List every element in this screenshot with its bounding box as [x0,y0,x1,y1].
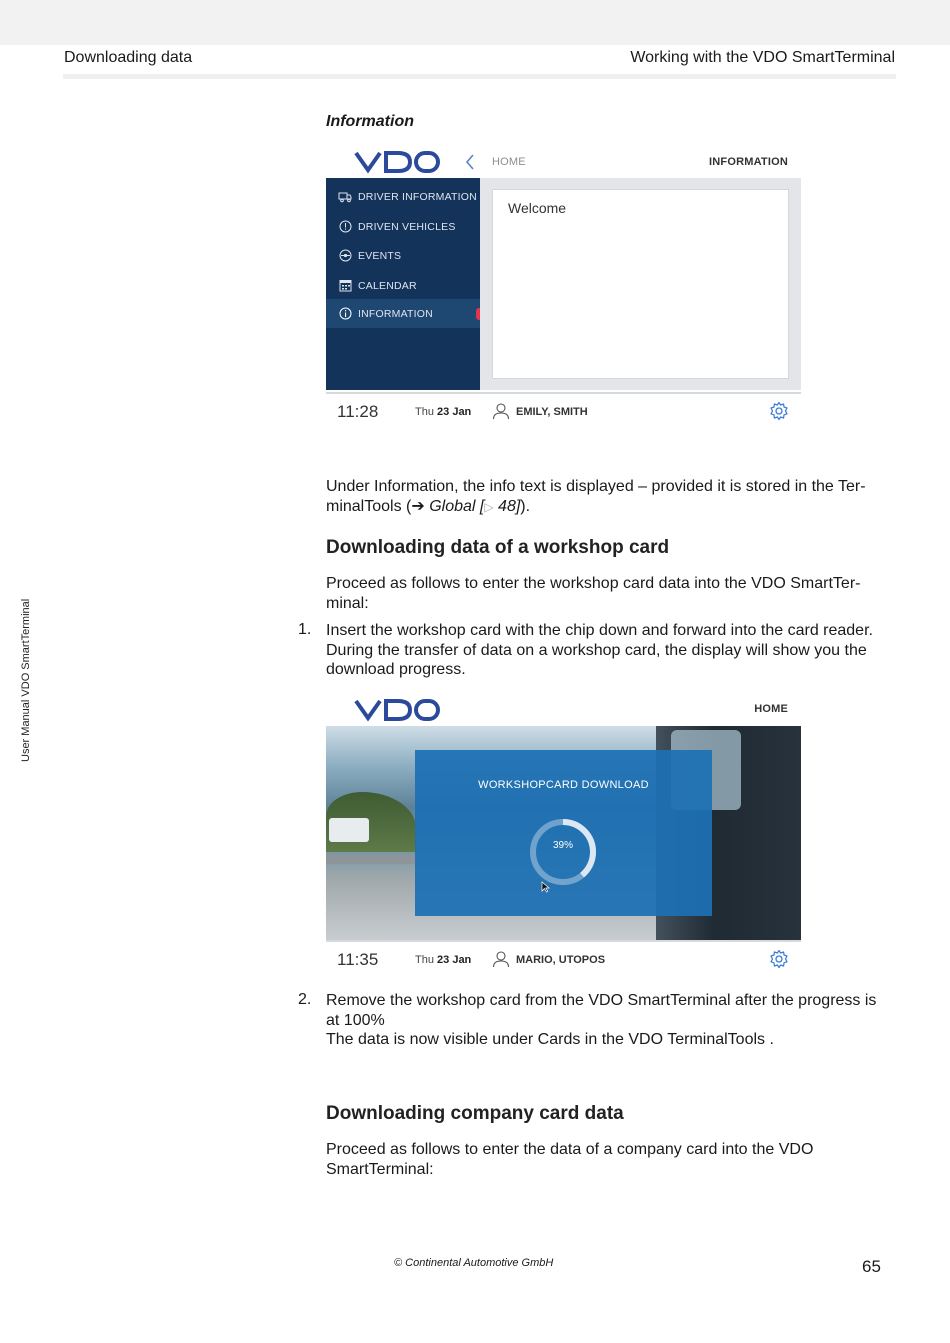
vdo-logo [354,150,442,174]
tanker-truck-shape [329,818,369,842]
current-user: EMILY, SMITH [516,406,588,418]
info-icon [338,307,352,321]
page-number: 65 [862,1257,881,1276]
side-margin-label: User Manual VDO SmartTerminal [20,598,32,762]
text-line: Proceed as follows to enter the data of a company card into the VDO [326,1141,814,1158]
background-photo [326,726,801,940]
text-fragment: ). [520,497,531,515]
screen-title: INFORMATION [709,156,788,168]
info-text-card [492,189,789,379]
text-line: at 100% [326,1011,385,1029]
header-chapter-title: Working with the VDO SmartTerminal [630,49,895,66]
company-intro [326,1140,886,1179]
header-section-title: Downloading data [64,49,193,66]
information-heading: Information [326,113,414,130]
reference-title: Global [ [429,497,485,515]
date-day: Thu [415,406,434,418]
download-progress-panel [415,750,712,916]
sidebar-item-label: CALENDAR [358,279,417,292]
user-icon [492,950,510,968]
workshop-heading: Downloading data of a workshop card [326,537,670,558]
sidebar-item-label: DRIVEN VEHICLES [358,220,456,233]
welcome-text: Welcome [508,200,567,216]
information-screen [326,146,801,430]
page-pointer-icon: ▷ [484,499,494,514]
sidebar-item-calendar[interactable] [326,271,480,300]
text-line: Proceed as follows to enter the workshop card data into the VDO SmartTer- [326,575,861,592]
main-content-area [480,178,801,390]
footer-copyright: © Continental Automotive GmbH [394,1257,554,1269]
breadcrumb-home[interactable]: HOME [754,703,788,715]
gear-icon[interactable] [769,949,789,969]
text-line: minal: [326,594,369,612]
status-bar [326,940,801,976]
panel-title: WORKSHOPCARD DOWNLOAD [478,779,649,791]
sidebar-item-label: EVENTS [358,249,402,262]
step-2-text [326,991,886,1050]
header-rule [63,74,896,79]
workshop-download-screen [326,694,801,978]
top-band [0,0,950,45]
date-day: Thu [415,954,434,966]
events-icon [338,249,352,263]
reference-page: 48] [493,497,521,515]
back-chevron-icon[interactable] [465,154,475,170]
cross-reference-link[interactable] [429,498,520,515]
breadcrumb-home[interactable]: HOME [492,156,526,168]
calendar-icon [338,279,352,293]
progress-percent: 39% [552,840,573,851]
mouse-cursor-icon [541,881,550,893]
step-1-text [326,621,886,680]
text-line [326,497,886,518]
text-line: SmartTerminal: [326,1160,434,1178]
sidebar-item-information[interactable] [326,299,480,328]
user-icon [492,402,510,420]
information-description [326,477,886,517]
workshop-intro [326,574,886,613]
text-line: download progress. [326,661,466,678]
text-fragment: minalTools (➔ [326,497,430,515]
text-line: Remove the workshop card from the VDO SmartTerminal after the progress is [326,992,877,1009]
sidebar [326,178,480,390]
status-bar [326,392,801,428]
text-line: During the transfer of data on a workshop card, the display will show you the [326,641,867,659]
text-line: Under Information, the info text is displayed – provided it is stored in the Ter- [326,478,866,495]
sidebar-item-label: INFORMATION [358,307,433,320]
gear-icon[interactable] [769,401,789,421]
progress-ring [528,817,598,887]
sidebar-item-driven-vehicles[interactable] [326,212,480,241]
date-display [415,954,471,966]
step-number: 2. [298,991,312,1008]
sidebar-item-events[interactable] [326,241,480,270]
company-heading: Downloading company card data [326,1103,624,1124]
vdo-logo [354,698,442,722]
sidebar-item-label: DRIVER INFORMATION [358,190,477,203]
step-number: 1. [298,621,312,638]
current-user: MARIO, UTOPOS [516,954,606,966]
text-line: Insert the workshop card with the chip down and forward into the card reader. [326,622,873,639]
date-value: 23 Jan [437,954,472,966]
sidebar-item-driver-information[interactable] [326,182,480,211]
date-value: 23 Jan [437,406,472,418]
clock-time: 11:28 [337,402,379,421]
clock-time: 11:35 [337,950,379,969]
text-line: The data is now visible under Cards in the VDO TerminalTools . [326,1031,774,1048]
date-display [415,406,471,418]
truck-icon [338,190,352,204]
alert-circle-icon [338,220,352,234]
